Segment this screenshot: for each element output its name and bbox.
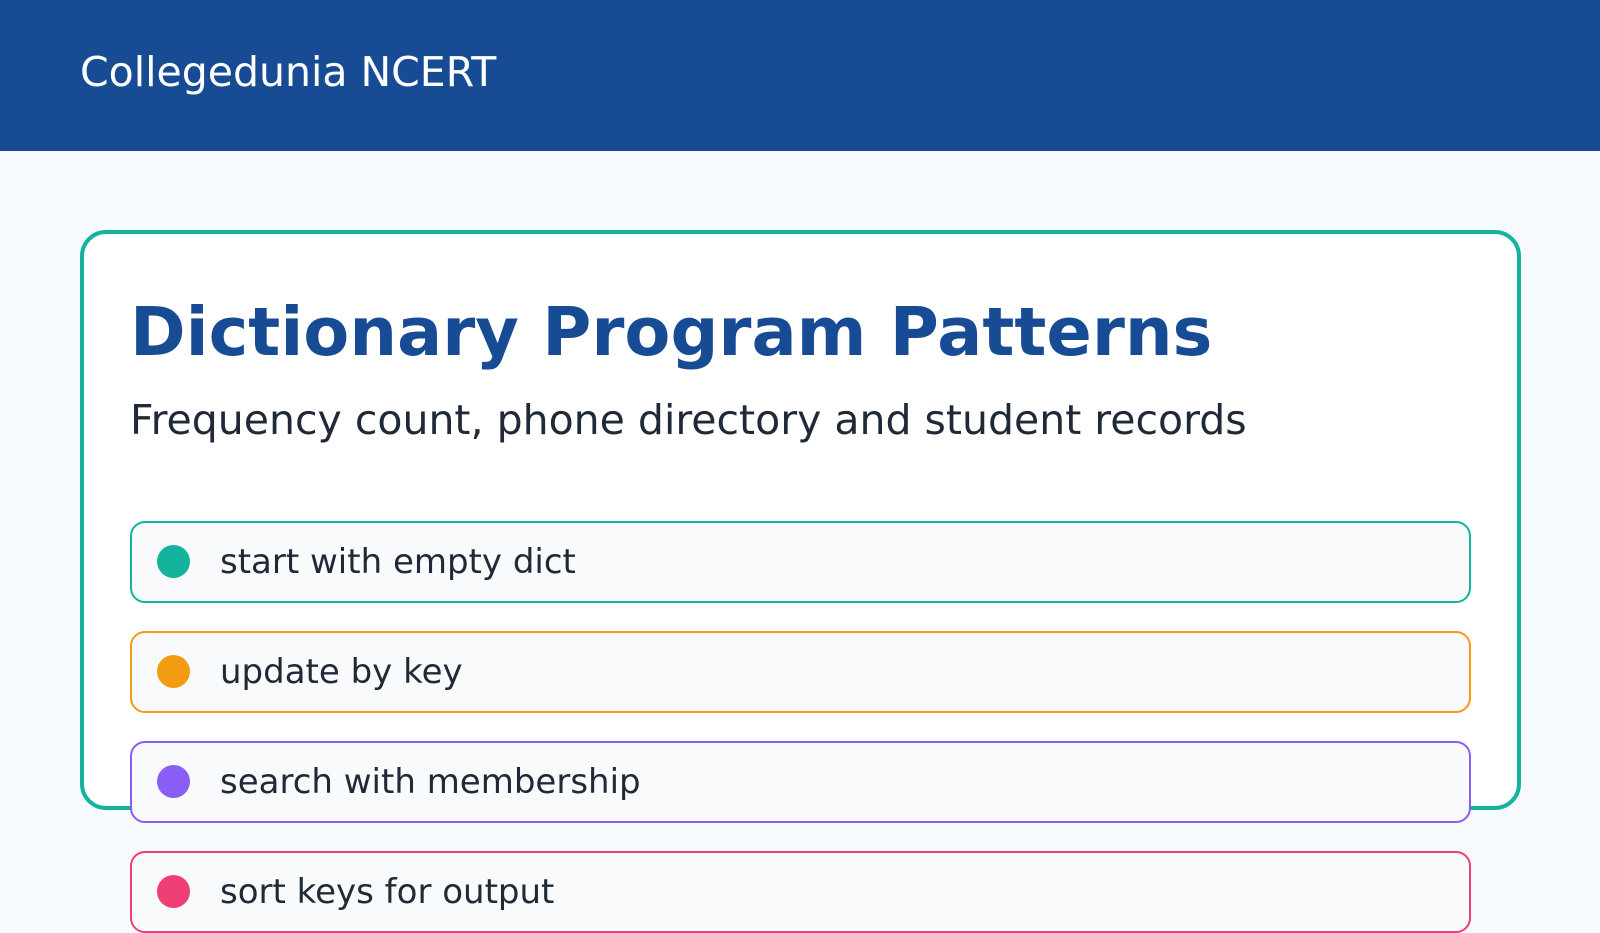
purple-dot-icon xyxy=(157,765,190,798)
step-search-membership xyxy=(130,741,1471,823)
step-label: start with empty dict xyxy=(220,542,576,582)
step-sort-keys xyxy=(130,851,1471,933)
step-start-empty-dict xyxy=(130,521,1471,603)
step-label: sort keys for output xyxy=(220,872,555,912)
site-brand[interactable]: Collegedunia NCERT xyxy=(80,48,497,96)
site-header xyxy=(0,0,1600,151)
step-label: update by key xyxy=(220,652,463,692)
pink-dot-icon xyxy=(157,875,190,908)
page-subtitle: Frequency count, phone directory and student records xyxy=(130,396,1247,444)
page-title: Dictionary Program Patterns xyxy=(130,293,1213,371)
step-label: search with membership xyxy=(220,762,641,802)
orange-dot-icon xyxy=(157,655,190,688)
step-update-by-key xyxy=(130,631,1471,713)
teal-dot-icon xyxy=(157,545,190,578)
